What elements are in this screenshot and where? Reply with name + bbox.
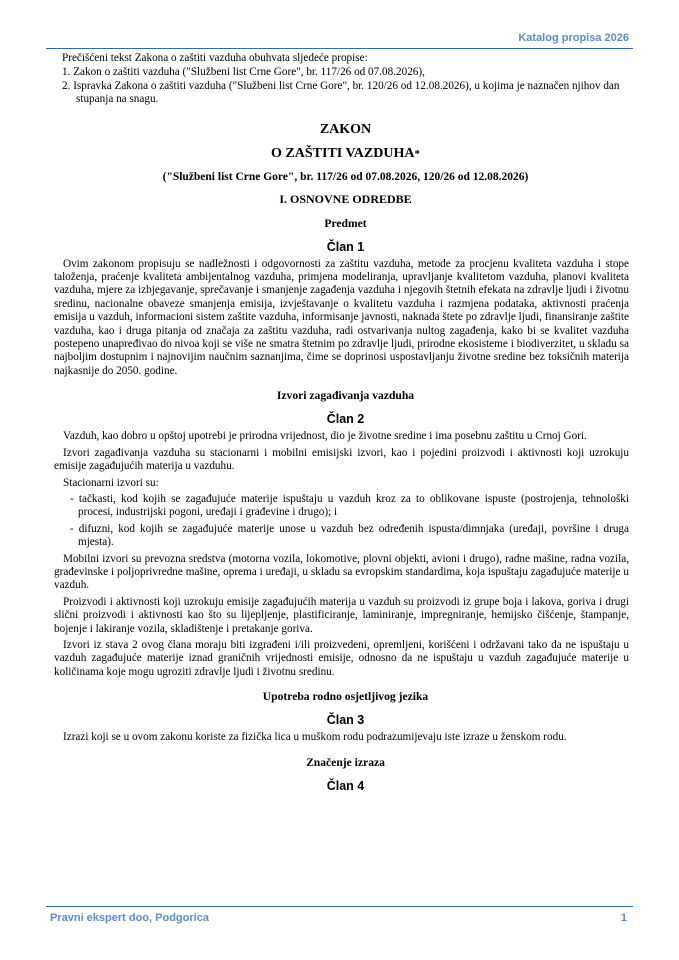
article-2-paragraph-5: Proizvodi i aktivnosti koji uzrokuju emisije zagađujućih materija u vazduh su proizvodi iz grupe boja i lakova, goriva i drugi slični proizvodi i aktivnosti kao što su lijepljenje, plastificiranje, laminiranje, impregniranje, hemijsko čišćenje, štampanje, bojenje i lakiranje vozila, skladištenje i pretakanje goriva. bbox=[54, 595, 629, 635]
footnote-mark: * bbox=[414, 147, 420, 160]
law-name-text: O ZAŠTITI VAZDUHA bbox=[271, 145, 415, 161]
article-3-heading: Upotreba rodno osjetljivog jezika bbox=[262, 690, 429, 704]
intro-lead: Prečišćeni tekst Zakona o zaštiti vazduha obuhvata sljedeće propise: bbox=[62, 52, 368, 64]
article-4-heading: Značenje izraza bbox=[306, 755, 385, 769]
page-header bbox=[46, 30, 633, 49]
article-4-label: Član 4 bbox=[326, 778, 365, 793]
gazette-reference: ("Službeni list Crne Gore", br. 117/26 od 07.08.2026, 120/26 od 12.08.2026) bbox=[162, 170, 529, 183]
article-2-paragraph-1: Vazduh, kao dobro u opštoj upotrebi je prirodna vrijednost, dio je životne sredine i ima posebnu zaštitu u Crnoj Gori. bbox=[63, 430, 587, 443]
law-name bbox=[62, 146, 629, 162]
catalog-title: Katalog propisa 2026 bbox=[518, 32, 629, 44]
intro-item-1: 1. Zakon o zaštiti vazduha ("Službeni list Crne Gore", br. 117/26 od 07.08.2026), bbox=[62, 66, 425, 79]
article-1-label: Član 1 bbox=[326, 239, 365, 254]
article-2-paragraph-6: Izvori iz stava 2 ovog člana moraju biti izgrađeni i/ili proizvedeni, opremljeni, korišćeni i održavani tako da ne ispuštaju u vazduh zagađujuće materije iznad graničnih vrijednosti emisije, odnosno da ne ispuštaju u vazduh zagađujuće materije u količinama koje mogu ugroziti zdravlje ljudi i životnu sredinu. bbox=[54, 638, 629, 678]
article-2-paragraph-3: Stacionarni izvori su: bbox=[63, 476, 159, 489]
section-heading: I. OSNOVNE ODREDBE bbox=[279, 191, 412, 206]
article-3-text: Izrazi koji se u ovom zakonu koriste za fizička lica u muškom rodu podrazumijevaju iste izraze u ženskom rodu. bbox=[63, 731, 567, 744]
article-1-heading: Predmet bbox=[324, 216, 367, 230]
page-number: 1 bbox=[620, 912, 627, 924]
law-title: ZAKON bbox=[319, 121, 372, 137]
page-footer bbox=[46, 906, 633, 929]
article-2-paragraph-2: Izvori zagađivanja vazduha su stacionarni i mobilni emisijski izvori, kao i pojedini proizvodi i aktivnosti koji uzrokuju emisije zagađujućih materija u vazduhu. bbox=[54, 446, 629, 473]
document-body bbox=[54, 52, 629, 797]
article-1-text: Ovim zakonom propisuju se nadležnosti i odgovornosti za zaštitu vazduha, metode za procjenu kvaliteta vazduha i stope taloženja, praćenje kvaliteta ambijentalnog vazduha, primjena modeliranja, upravljanje kvalitetom vazduha, planovi kvaliteta vazduha, mjere za izbjegavanje, sprečavanje i smanjenje zagađenja vazduha i njegovih štetnih efekata na zdravlje ljudi i životnu sredinu, nacionalne obaveze smanjenja emisija, izvještavanje o kvalitetu vazduha i razmjena podataka, aktivnosti praćenja emisija u vazduh, informacioni sistem zaštite vazduha, informisanje javnosti, naknada štete po zdravlje ljudi, finansiranje zaštite vazduha, kao i druga pitanja od značaja za zaštitu vazduha, radi ostvarivanja nultog zagađenja, kako bi se kvalitet vazduha postepeno unapređivao do nivoa koji se više ne smatra štetnim po zdravlje ljudi, prirodne ekosisteme i biodiverzitet, u skladu sa najboljim dostupnim i najnovijim naučnim saznanjima, čime se doprinosi uspostavljanju životne sredine bez toksičnih materija najkasnije do 2050. godine. bbox=[54, 257, 629, 377]
article-2-bullet-2: - difuzni, kod kojih se zagađujuće materije unose u vazduh bez određenih ispusta/dimnjaka (uređaji, površine i druga mjesta). bbox=[70, 522, 629, 549]
publisher-name: Pravni ekspert doo, Podgorica bbox=[50, 912, 209, 924]
article-2-label: Član 2 bbox=[326, 412, 365, 427]
article-2-paragraph-4: Mobilni izvori su prevozna sredstva (motorna vozila, lokomotive, plovni objekti, avioni i drugo), radne mašine, radna vozila, građevinske i poljoprivredne mašine, oprema i uređaji, u skladu sa evropskim standardima, koja ispuštaju zagađujuće materije u vazduh. bbox=[54, 552, 629, 592]
intro-item-2: 2. Ispravka Zakona o zaštiti vazduha ("Službeni list Crne Gore", br. 120/26 od 12.08.2026), u kojima je naznačen njihov dan stupanja na snagu. bbox=[62, 79, 620, 106]
article-3-label: Član 3 bbox=[326, 713, 365, 728]
article-2-bullet-1: - tačkasti, kod kojih se zagađujuće materije ispuštaju u vazduh kroz za to oblikovane ispuste (postrojenja, tehnološki procesi, industrijski pogoni, uređaji i građevine i drugo); i bbox=[70, 492, 629, 519]
article-2-heading: Izvori zagađivanja vazduha bbox=[276, 389, 415, 403]
